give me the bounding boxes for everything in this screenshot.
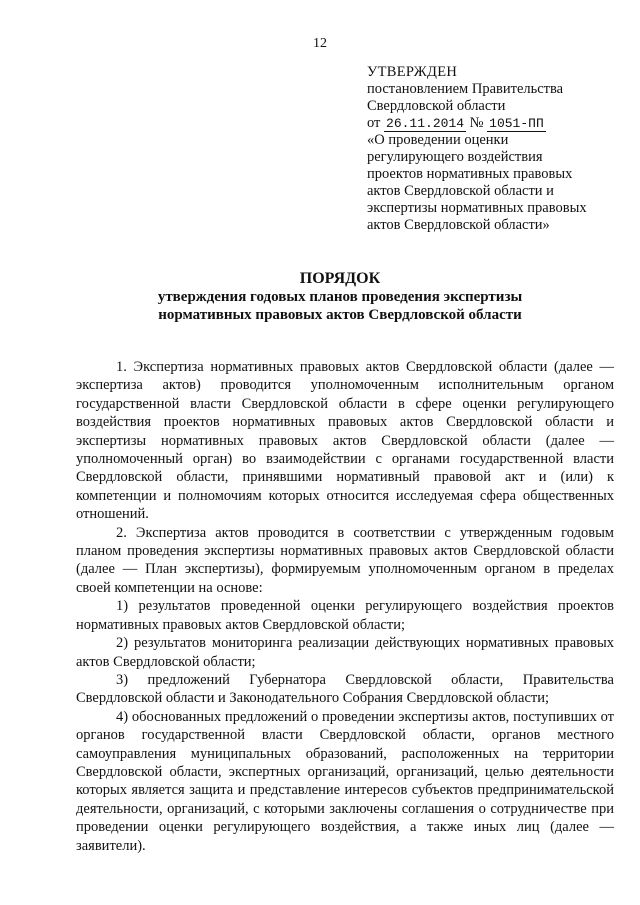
paragraph: 3) предложений Губернатора Свердловской области, Правительства Свердловской области и Законодательного Собрания Свердловской области; xyxy=(76,671,614,707)
from-label: от xyxy=(367,115,381,131)
approval-date: 26.11.2014 xyxy=(386,116,465,131)
paragraph: 1. Экспертиза нормативных правовых актов Свердловской области (далее — экспертиза актов) проводится уполномоченным исполнительным органом государственной власти Свердловской области в сфере оценки регулирующего воздействия проектов нормативных правовых актов Свердловской области и экспертизы нормативных правовых актов Свердловской области (далее — уполномоченный орган) во взаимодействии с органами государственной власти Свердловской области, принявшими нормативный правовой акт и (или) к компетенции и полномочиям которых относится исследуемая сфера общественных отношений. xyxy=(76,359,614,523)
paragraph: 4) обоснованных предложений о проведении экспертизы актов, поступивших от органов государственной власти Свердловской области, органов местного самоуправления муниципальных образований, расположенных на территории Свердловской области, экспертных организаций, организаций, целью деятельности которых является защита и представление интересов субъектов предпринимательской деятельности, организаций, с которыми заключены соглашения о сотрудничестве при проведении оценки регулирующего воздействия, а также иных лиц (далее — заявители). xyxy=(76,708,614,854)
document-title xyxy=(0,270,640,324)
subject-line: «О проведении оценки xyxy=(367,132,509,148)
approval-date-line xyxy=(367,115,617,132)
subject-line: актов Свердловской области» xyxy=(367,217,550,233)
approval-line-1: постановлением Правительства xyxy=(367,81,564,97)
paragraph: 2. Экспертиза актов проводится в соответствии с утвержденным годовым планом проведения экспертизы нормативных правовых актов Свердловской области (далее — План экспертизы), формируемым уполномоченным органом в пределах своей компетенции на основе: xyxy=(76,524,614,596)
subject-line: проектов нормативных правовых xyxy=(367,166,573,182)
approval-number: 1051-ПП xyxy=(489,116,544,131)
title-main: ПОРЯДОК xyxy=(299,270,381,287)
subject-line: регулирующего воздействия xyxy=(367,149,543,165)
document-body xyxy=(76,358,614,855)
approved-heading: УТВЕРЖДЕН xyxy=(367,64,458,80)
paragraph: 1) результатов проведенной оценки регулирующего воздействия проектов нормативных правовых актов Свердловской области; xyxy=(76,598,614,633)
paragraph: 2) результатов мониторинга реализации действующих нормативных правовых актов Свердловской области; xyxy=(76,635,614,670)
approval-line-2: Свердловской области xyxy=(367,98,506,114)
subject-line: экспертизы нормативных правовых xyxy=(367,200,587,216)
subject-line: актов Свердловской области и xyxy=(367,183,554,199)
number-label: № xyxy=(469,115,484,131)
approval-block xyxy=(367,64,617,234)
title-line-1: утверждения годовых планов проведения экспертизы xyxy=(157,289,523,305)
title-line-2: нормативных правовых актов Свердловской области xyxy=(158,307,522,323)
page-number: 12 xyxy=(313,36,327,51)
